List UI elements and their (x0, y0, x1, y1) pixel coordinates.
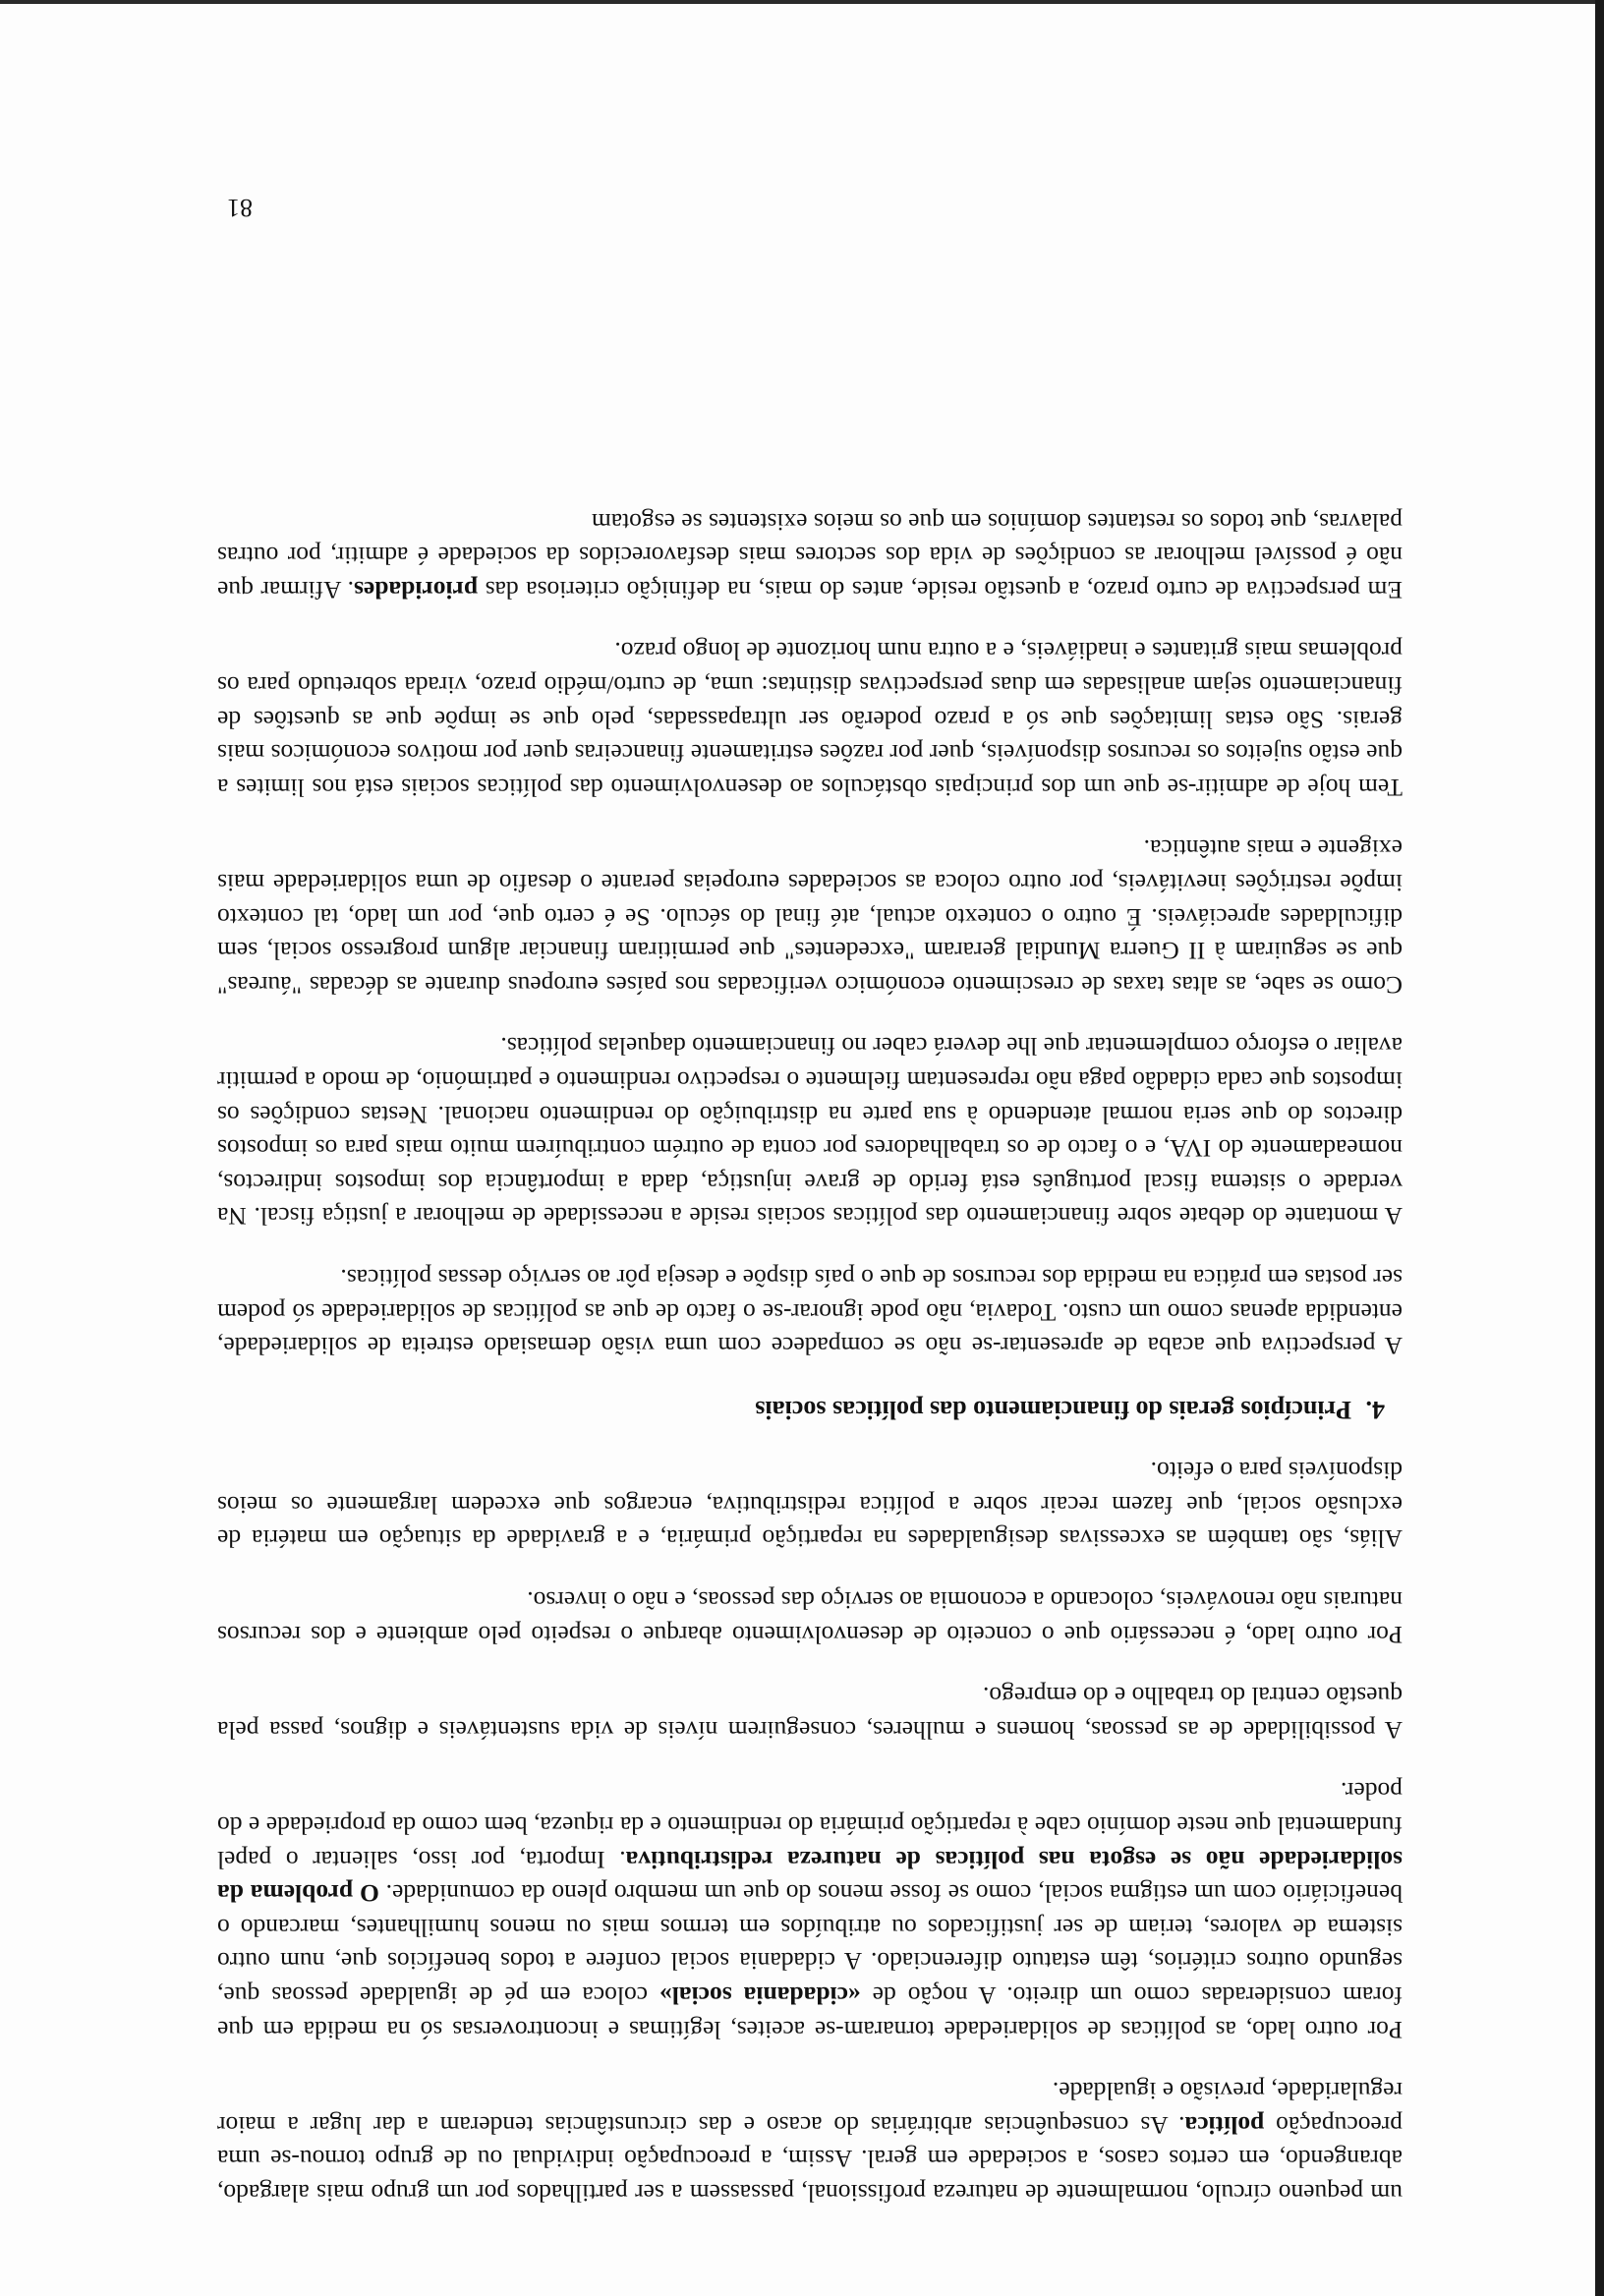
paragraph-p3 (217, 1679, 1403, 1747)
paragraph-p4 (217, 1583, 1403, 1651)
body-text: Como se sabe, as altas taxas de crescimento económico verificadas nos países europeus durante as décadas "áureas" que se seguiram à II Guerra Mundial geraram "excedentes" que permitiram financiar algum progresso social, sem dificuldades apreciáveis. É outro o contexto actual, até final do século. Se é certo que, por um lado, tal contexto impõe restrições inevitáveis, por outro coloca as sociedades europeias perante o desafio de uma solidariedade mais exigente e mais autêntica. (217, 834, 1403, 1000)
section-number: 4. (1365, 1395, 1385, 1424)
body-text: A possibilidade de as pessoas, homens e mulheres, conseguirem níveis de vida sustentáveis e dignos, passa pela questão central do trabalho e do emprego. (217, 1682, 1403, 1745)
paragraph-p5 (217, 1454, 1403, 1556)
body-text: A perspectiva que acaba de apresentar-se não se compadece com uma visão demasiado estreita de solidariedade, entendida apenas como um custo. Todavia, não pode ignorar-se o facto de que as políticas de solidariedade só podem ser postas em prática na medida dos recursos de que o país dispõe e deseja pôr ao serviço dessas políticas. (217, 1263, 1403, 1361)
body-text: coloca em pé de igualdade pessoas que, segundo outros critérios, têm estatuto diferenciado. A cidadania social confere a todos benefícios que, num outro sistema de valores, teriam de ser justificados ou atribuídos em termos mais ou menos humilhantes, marcando o beneficiário com um estigma social, como se fosse menos do que um membro pleno da comunidade. (217, 1879, 1403, 2011)
body-text: . Afirmar que não é possível melhorar as condições de vida dos sectores mais desfavorecidos da sociedade é admitir, por outras palavras, que todos os restantes domínios em que os meios existentes se esgotam (217, 507, 1403, 604)
body-text: . As consequências arbitrárias do acaso e das circunstâncias tenderam a dar lugar a maior regularidade, previsão e igualdade. (217, 2077, 1403, 2140)
paragraph-p10 (217, 504, 1403, 606)
page-number: 81 (227, 194, 253, 222)
bold-text: «cidadania social» (659, 1981, 861, 2011)
paragraph-p1 (217, 2074, 1403, 2210)
paragraph-p7 (217, 1029, 1403, 1234)
body-text: um pequeno círculo, normalmente de natureza profissional, passassem a ser partilhados por um grupo mais alargado, abrangendo, em certos casos, a sociedade em geral. Assim, a preocupação individual ou de grupo tornou-se uma preocupação (217, 2110, 1403, 2208)
body-text: Em perspectiva de curto prazo, a questão reside, antes do mais, na definição criteriosa das (478, 575, 1403, 604)
paragraph-p2 (217, 1774, 1403, 2046)
section-title: Princípios gerais do financiamento das políticas sociais (755, 1395, 1351, 1424)
document-body (217, 477, 1403, 2210)
paragraph-p9 (217, 634, 1403, 804)
paragraph-p6 (217, 1260, 1403, 1362)
bold-text: política (1184, 2110, 1265, 2140)
body-text: Tem hoje de admitir-se que um dos principais obstáculos ao desenvolvimento das políticas sociais está nos limites a que estão sujeitos os recursos disponíveis, quer por razões estritamente financeiras quer por motivos económicos mais gerais. São estas limitações que só a prazo poderão ser ultrapassadas, pelo que se impõe que as questões de financiamento sejam analisadas em duas perspectivas distintas: uma, de curto/médio prazo, virada sobretudo para os problemas mais gritantes e inadiáveis, e a outra num horizonte de longo prazo. (217, 637, 1403, 802)
bold-text: O problema da solidariedade não se esgota nas políticas de natureza redistributiva (217, 1845, 1403, 1909)
body-text: Aliás, são também as excessivas desigualdades na repartição primária, e a gravidade da situação em matéria de exclusão social, que fazem recair sobre a política redistributiva, encargos que excedem largamente os meios disponíveis para o efeito. (217, 1457, 1403, 1554)
body-text: A montante do debate sobre financiamento das políticas sociais reside a necessidade de melhorar a justiça fiscal. Na verdade o sistema fiscal português está ferido de grave injustiça, dada a importância dos impostos indirectos, nomeadamente do IVA, e o facto de os trabalhadores por conta de outrém contribuírem muito mais para os impostos directos do que seria normal atendendo à sua parte na distribuição do rendimento nacional. Nestas condições os impostos que cada cidadão paga não representam fielmente o respectivo rendimento e património, de modo a permitir avaliar o esforço complementar que lhe deverá caber no financiamento daquelas políticas. (217, 1032, 1403, 1232)
body-text: Por outro lado, as políticas de solidariedade tornaram-se aceites, legítimas e incontroversas só na medida em que foram consideradas como um direito. A noção de (217, 1981, 1403, 2044)
paragraph-p8 (217, 832, 1403, 1002)
bold-text: prioridades (354, 575, 479, 604)
body-text: Por outro lado, é necessário que o conceito de desenvolvimento abarque o respeito pelo ambiente e dos recursos naturais não renováveis, colocando a economia ao serviço das pessoas, e não o inverso. (217, 1586, 1403, 1649)
body-text: . Importa, por isso, salientar o papel fundamental que neste domínio cabe à repartição primária do rendimento e da riqueza, bem como da propriedade e do poder. (217, 1777, 1403, 1874)
section-heading (217, 1392, 1403, 1426)
